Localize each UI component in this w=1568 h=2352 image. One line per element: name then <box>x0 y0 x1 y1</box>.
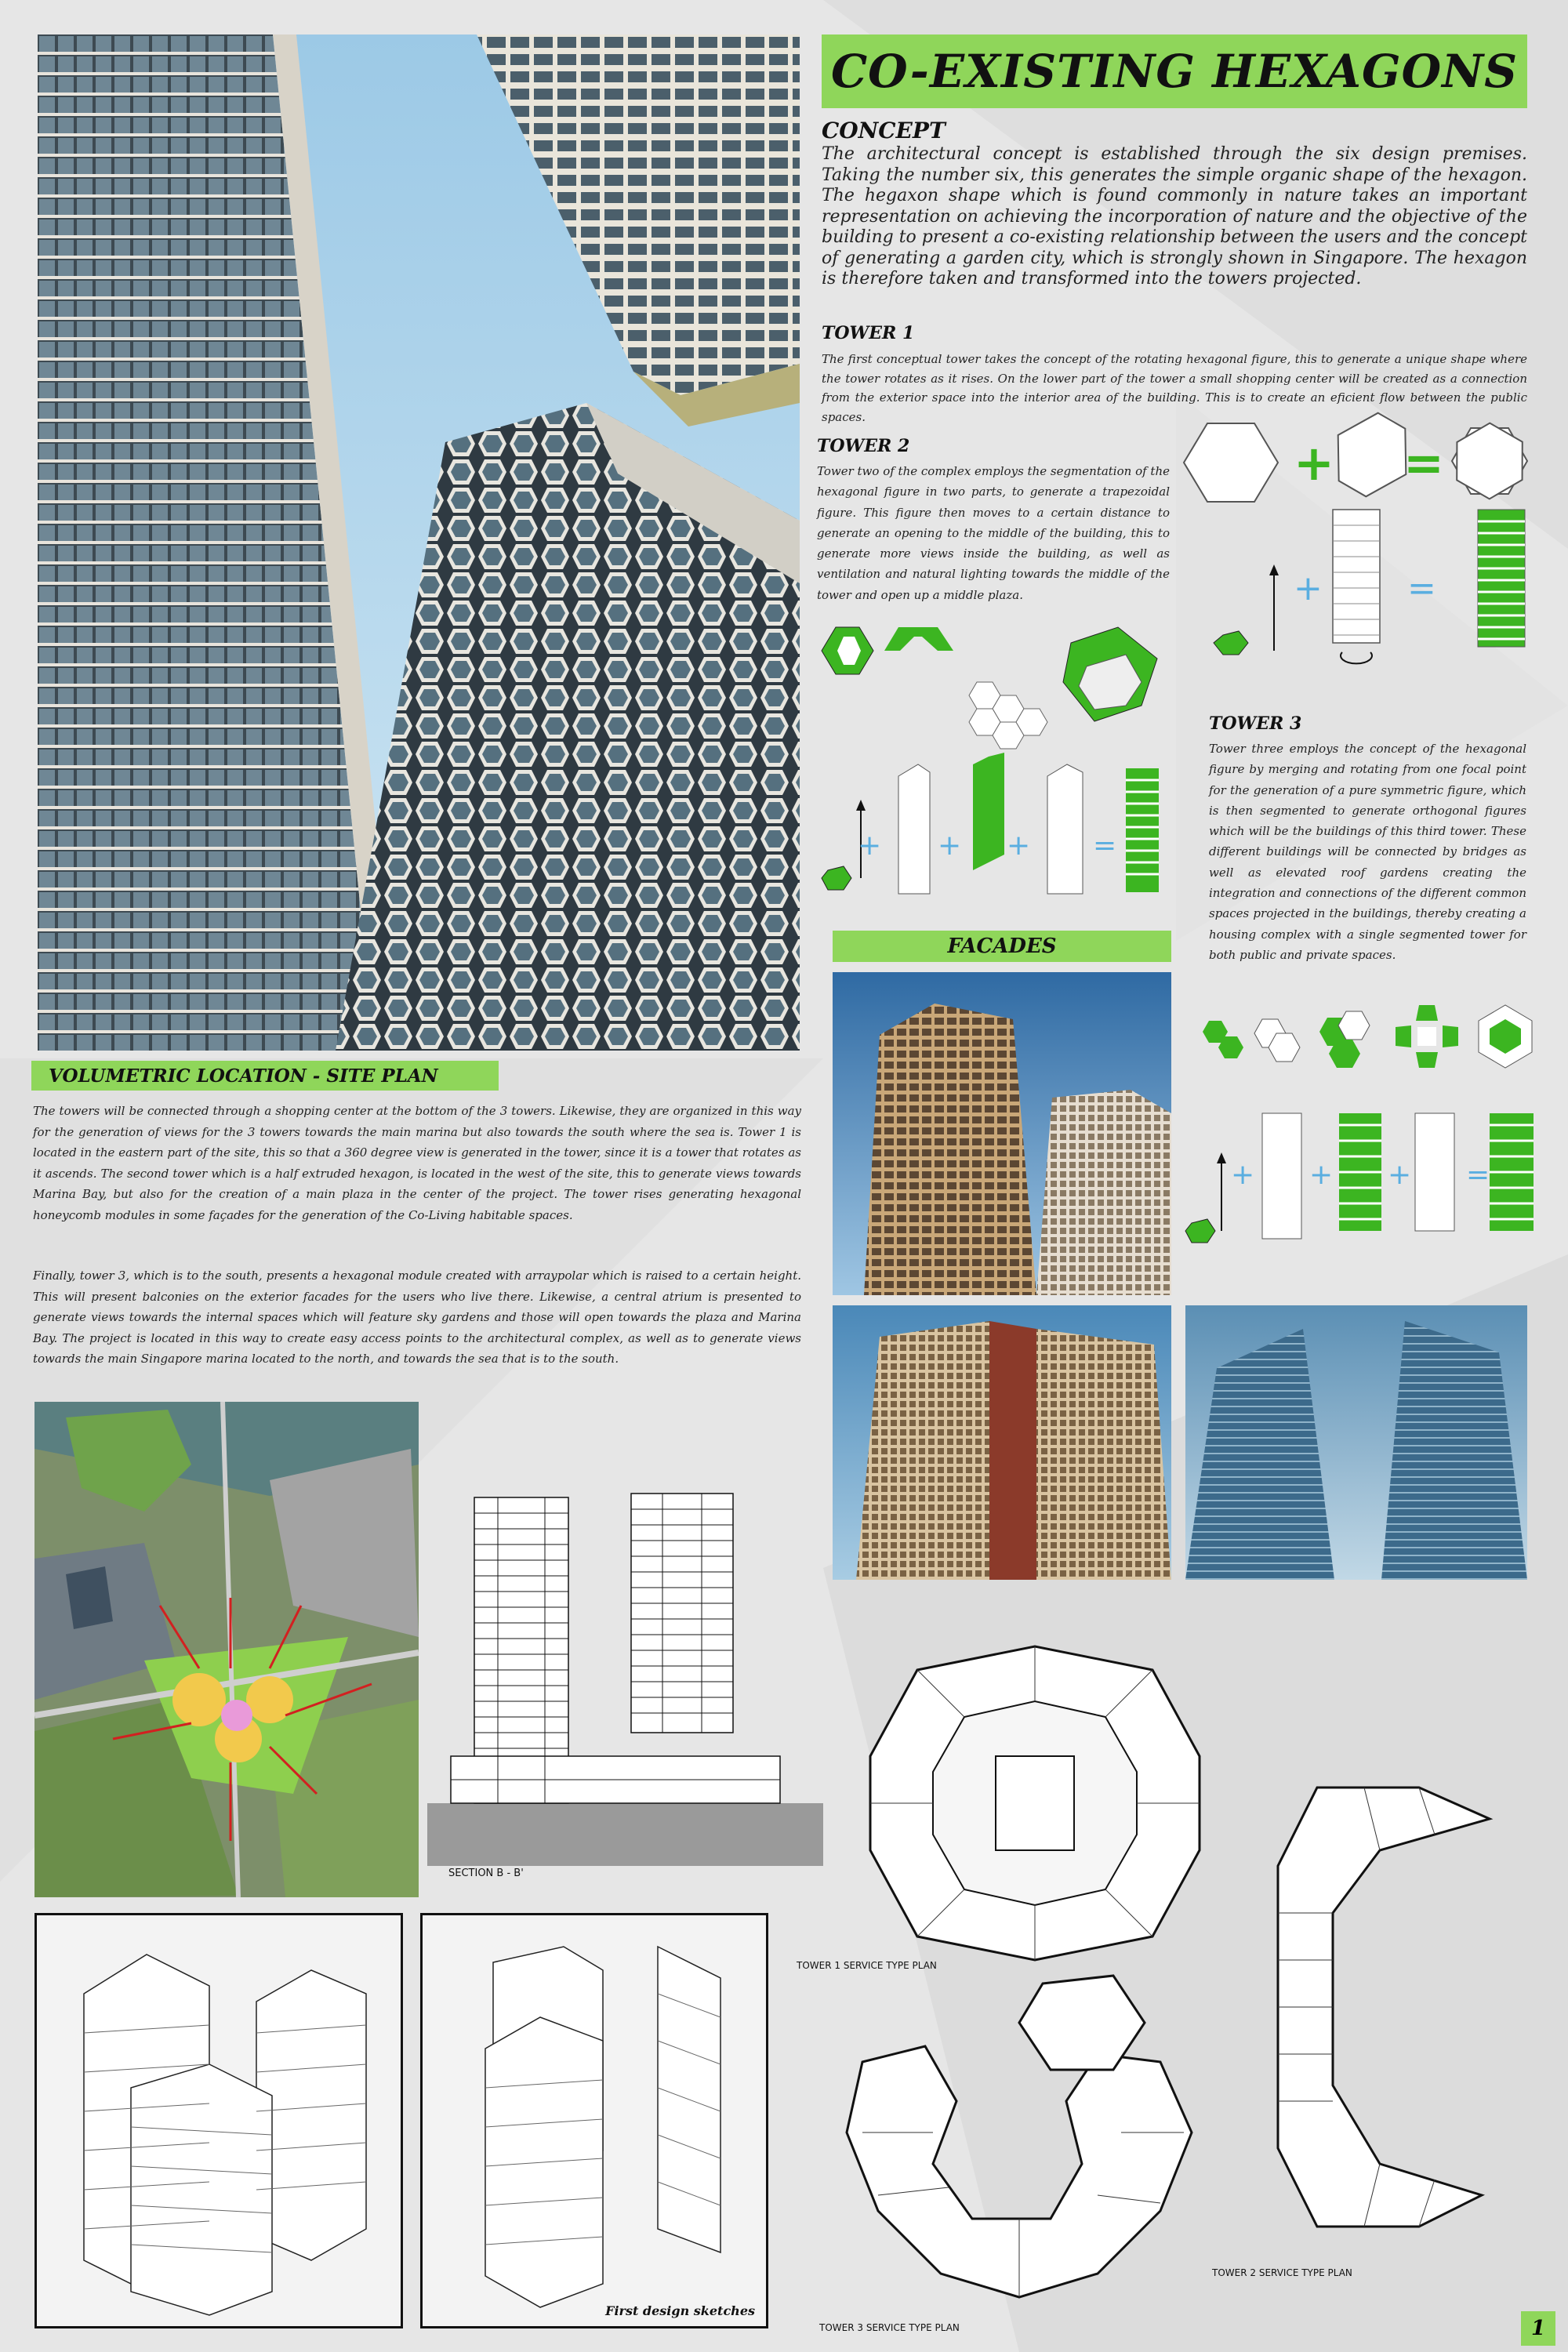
svg-text:+: + <box>1294 568 1323 608</box>
poster-title-bar <box>822 34 1527 108</box>
page-number: 1 <box>1530 2317 1546 2340</box>
svg-text:+: + <box>1294 434 1334 492</box>
sketch-box-1 <box>34 1913 403 2328</box>
tower3-heading: TOWER 3 <box>1209 713 1302 734</box>
sketch-box-2 <box>420 1913 768 2328</box>
site-plan-aerial <box>34 1402 419 1897</box>
concept-heading: CONCEPT <box>822 118 946 143</box>
svg-text:+: + <box>1231 1159 1255 1191</box>
svg-text:+: + <box>1309 1159 1334 1191</box>
tower3-plan-label: TOWER 3 SERVICE TYPE PLAN <box>819 2322 960 2333</box>
svg-text:=: = <box>1407 568 1436 608</box>
poster-title: CO-EXISTING HEXAGONS <box>830 45 1519 98</box>
facade-render-2 <box>833 1305 1171 1580</box>
svg-text:=: = <box>1466 1159 1490 1191</box>
volumetric-heading: VOLUMETRIC LOCATION - SITE PLAN <box>49 1065 438 1087</box>
facade-render-3 <box>1185 1305 1527 1580</box>
tower3-text: Tower three employs the concept of the hexagonal figure by merging and rotating from one focal point for the generation of a pure symmetric figure, which is then segmented to generate orthogonal figures which will be the buildings of this third tower. These different buildings will be connected by bridges as well as elevated roof gardens creating the integration and connections of the different common spaces projected in the buildings, thereby creating a housing complex with a single segmented tower for both public and private spaces. <box>1209 742 1526 962</box>
tower2-diagram <box>812 619 1189 909</box>
volumetric-text-2: Finally, tower 3, which is to the south, presents a hexagonal module created with arraypolar which is raised to a certain height. This will present balconies on the exterior facades for the users who live there. Likewise, a central atrium is presented to generate views towards the internal spaces which will feature sky gardens and those will open towards the plaza and Marina Bay. The project is located in this way to create easy access points to the architectural complex, as well as to generate views towards the main Singapore marina located to the north, and towards the sea that is to the south. <box>33 1269 801 1366</box>
hero-photo <box>38 34 800 1051</box>
tower1-heading: TOWER 1 <box>822 323 915 343</box>
facade-render-1 <box>833 972 1171 1295</box>
page-number-badge <box>1521 2311 1555 2346</box>
section-label: SECTION B - B' <box>448 1867 524 1879</box>
svg-text:=: = <box>1403 434 1444 492</box>
svg-text:+: + <box>938 829 962 862</box>
facades-heading: FACADES <box>947 935 1057 958</box>
facades-label <box>833 931 1171 962</box>
tower1-plan-label: TOWER 1 SERVICE TYPE PLAN <box>797 1960 937 1971</box>
hexagon-shape <box>1184 423 1278 502</box>
svg-text:+: + <box>1007 829 1031 862</box>
tower3-diagram <box>1176 988 1552 1247</box>
svg-text:=: = <box>1093 829 1117 862</box>
volumetric-label <box>31 1061 499 1091</box>
sketch-caption: First design sketches <box>605 2303 755 2318</box>
svg-text:+: + <box>858 829 882 862</box>
volumetric-text-1: The towers will be connected through a shopping center at the bottom of the 3 towers. Likewise, they are organized in this way for the generation of views for the 3 towers towards the main marina but also towards the south where the sea is. Tower 1 is located in the eastern part of the site, this so that a 360 degree view is generated in the tower, since it is a tower that rotates as it ascends. The second tower which is a half extruded hexagon, is located in the west of the site, this to generate views towards Marina Bay, but also for the creation of a main plaza in the center of the project. The tower rises generating hexagonal honeycomb modules in some façades for the generation of the Co-Living habitable spaces. <box>33 1104 801 1222</box>
tower1-plan <box>815 1615 1254 1968</box>
tower1-diagram <box>1176 408 1552 666</box>
tower3-plan <box>815 1960 1239 2321</box>
tower2-plan-label: TOWER 2 SERVICE TYPE PLAN <box>1212 2267 1352 2278</box>
section-drawing <box>427 1490 827 1882</box>
tower1-text: The first conceptual tower takes the concept of the rotating hexagonal figure, this to generate a unique shape where the tower rotates as it rises. On the lower part of the tower a small shopping center will be created as a connection from the exterior space into the interior area of the building. This is to create an eficient flow between the public spaces. <box>822 352 1527 424</box>
tower2-heading: TOWER 2 <box>817 436 910 456</box>
tower2-text: Tower two of the complex employs the segmentation of the hexagonal figure in two parts, to generate a trapezoidal figure. This figure then moves to a certain distance to generate an opening to the middle of the building, this to generate more views inside the building, as well as ventilation and natural lighting towards the middle of the tower and open up a middle plaza. <box>817 464 1170 602</box>
svg-text:+: + <box>1388 1159 1412 1191</box>
tower2-plan <box>1223 1756 1552 2258</box>
concept-text: The architectural concept is established through the six design premises. Taking the number six, this generates the simple organic shape of the hexagon. The hegaxon shape which is found commonly in nature takes an important representation on achieving the incorporation of nature and the objective of the building to present a co-existing relationship between the users and the concept of generating a garden city, which is strongly shown in Singapore. The hexagon is therefore taken and transformed into the towers projected. <box>822 144 1527 289</box>
